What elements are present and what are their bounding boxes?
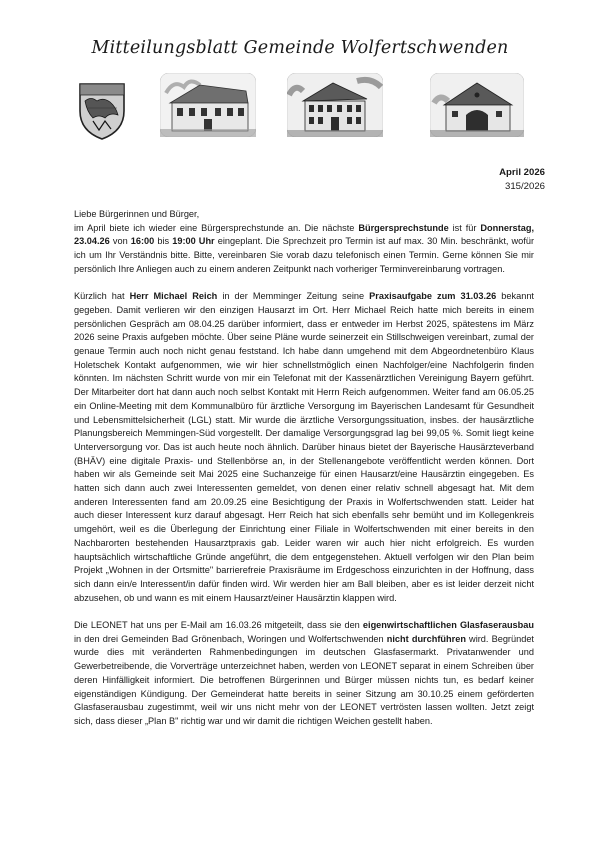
bold-run: Donnerstag, 23.04.26 bbox=[74, 222, 534, 247]
historic-building-photo bbox=[287, 73, 383, 137]
text-run: Kürzlich hat bbox=[74, 291, 130, 302]
text-run: bis bbox=[154, 236, 173, 247]
text-run: in den drei Gemeinden Bad Grönenbach, Woringen und Wolfertschwenden bbox=[74, 633, 387, 644]
bold-run: nicht durchführen bbox=[386, 633, 466, 644]
text-run: bekannt gegeben. Damit verlieren wir den einzigen Hausarzt im Ort. Herr Michael Reich hatte mich bereits in einem persönlichen Gespräch am 08.04.25 darüber informiert, dass er entweder im Herbst 2025, spätestens im März 2026 seine Praxis aufgeben möchte. Über seine Pläne wurde seinerzeit ein Stillschweigen vereinbart, zumal der genaue Termin auch noch nicht genau feststand. Ich habe dann umgehend mit dem Abgeordnetenbüro Klaus Holetschek Kontakt aufgenommen, wie wir hier schnellstmöglich einen Nachfolger/eine Nachfolgerin finden könnten. Im nächsten Schritt wurde von mir ein Telefonat mit der Kassenärztlichen Vereinigung Bayern geführt. Der Mitarbeiter dort hat dann auch noch selbst Kontakt mit Herrn Reich aufgenommen. Weiter fand am 06.05.25 ein Online-Meeting mit dem Kommunalbüro für ärztliche Versorgung im Bayerischen Landesamt für Gesundheit und Lebensmittelsicherheit (LGL) statt. Mir wurde die ärztliche Versorgungssituation, insbes. der hausärztliche Planungsbereich Memmingen-Süd vorgestellt. Der damalige Versorgungsgrad lag bei 99,05 %. Somit liegt keine Unterversorgung vor. Das ist auch heute noch ähnlich. Darüber hinaus bietet der Bayerische Hausärzteverband (BHÄV) eine digitale Praxis- und Stellenbörse an, in der Stellenangebote veröffentlicht werden können. Dort haben wir als Gemeinde seit Mai 2025 eine Suchanzeige für einen Hausarzt/eine Hausärztin eingegeben. Es hatten sich dann auch zwei Interessenten gemeldet, von denen einer relativ schnell abgesagt hat. Mit dem anderen Interessenten fand am 20.09.25 eine Besichtigung der Praxis in Wolfertschwenden statt. Leider hat auch dieser Interessent kurz darauf abgesagt. Herr Reich hat sich ebenfalls sehr bemüht und im Kollegenkreis umgehört, weil es die Überlegung der Einrichtung einer Filiale in Wolfertschwenden mit einer bereits in den Nachbarorten bestehenden Hausarztpraxis gab. Leider waren wir auch hier nicht erfolgreich. Es wurden hauptsächlich wirtschaftliche Gründe angeführt, die dem entgegenstehen. Aktuell verfolgen wir den Plan beim Projekt „Wohnen in der Ortsmitte" barrierefreie Praxisräume im Erdgeschoss einzurichten in der Hoffnung, dass sich dann ein/e Interessent/in dafür finden wird. Wir werden hier am Ball bleiben, aber es ist leider derzeit nicht abzusehen, ob und wann es mit einem Hausarzt/einer Hausärztin klappen wird. bbox=[74, 291, 534, 603]
bold-run: Praxisaufgabe zum 31.03.26 bbox=[369, 291, 497, 302]
bold-run: Herr Michael Reich bbox=[129, 291, 218, 302]
bold-run: eigenwirtschaftlichen Glasfaserausbau bbox=[362, 620, 535, 631]
text-run: von bbox=[109, 236, 131, 247]
paragraph-fiber-expansion bbox=[74, 619, 534, 729]
barn-photo bbox=[430, 73, 524, 137]
issue-date: April 2026 bbox=[499, 167, 545, 178]
bold-run: 16:00 bbox=[130, 236, 155, 247]
text-run: eingeplant. Die Sprechzeit pro Termin ist auf max. 30 Min. beschränkt, wofür ich um Ihr Verständnis bitte. Bitte, vereinbaren Sie vorab dazu telefonisch einen Termin. Gerne können Sie mir persönlich Ihre Anliegen auch zu einem anderen Zeitpunkt nach vorheriger Terminvereinbarung vortragen. bbox=[74, 236, 534, 274]
greeting: Liebe Bürgerinnen und Bürger, bbox=[74, 209, 200, 219]
newsletter-title: Mitteilungsblatt Gemeinde Wolfertschwenden bbox=[91, 38, 509, 58]
paragraph-doctor-practice bbox=[74, 290, 534, 605]
coat-of-arms-image bbox=[77, 81, 127, 141]
town-hall-photo bbox=[160, 73, 256, 137]
bold-run: 19:00 Uhr bbox=[172, 236, 215, 247]
text-run: ist für bbox=[448, 222, 481, 233]
issue-number: 315/2026 bbox=[504, 181, 545, 192]
letter-body bbox=[74, 208, 534, 742]
text-run: Die LEONET hat uns per E-Mail am 16.03.26 mitgeteilt, dass sie den bbox=[74, 620, 363, 631]
bold-run: Bürgersprechstunde bbox=[358, 222, 449, 233]
text-run: wird. Begründet wurde dies mit veränderten Rahmenbedingungen im deutschen Glasfasermarkt. Privatanwender und Gewerbetreibende, die Vorverträge unterzeichnet haben, werden von LEONET separat in einem Schreiben über deren Hinfälligkeit informiert. Die betroffenen Bürgerinnen und Bürger müssen nichts tun, es bedarf keiner eigenständigen Kündigung. Der Gemeinderat hatte bereits in seiner Sitzung am 30.10.25 einem geförderten Glasfaserausbau zugestimmt, weil wir uns nicht mehr von der LEONET vertrösten lassen wollten. Jetzt zeigt sich, dass dieser „Plan B" richtig war und wir damit die richtigen Weichen gestellt haben. bbox=[74, 633, 534, 726]
text-run: in der Memminger Zeitung seine bbox=[217, 291, 370, 302]
text-run: im April biete ich wieder eine Bürgersprechstunde an. Die nächste bbox=[74, 222, 359, 233]
paragraph-consultation-hours bbox=[74, 222, 534, 277]
